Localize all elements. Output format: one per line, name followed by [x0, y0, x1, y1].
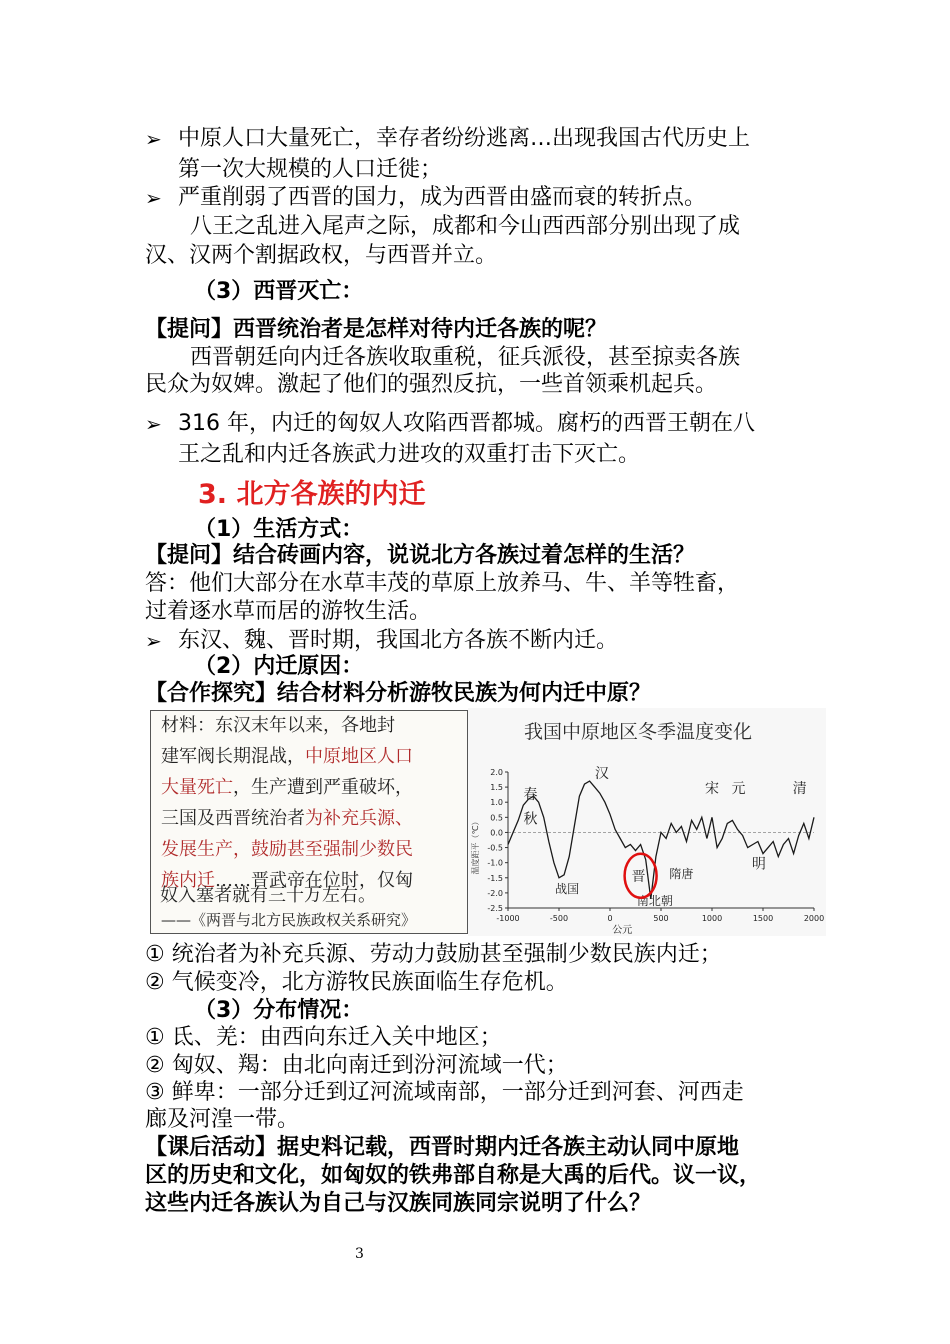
- chart-annotation: 宋: [705, 781, 719, 798]
- bullet-marker: ➢: [145, 127, 162, 151]
- bullet-text: 严重削弱了西晋的国力，成为西晋由盛而衰的转折点。: [178, 185, 707, 210]
- chart-x-tick-label: 500: [653, 914, 669, 923]
- chart-title: 我国中原地区冬季温度变化: [523, 721, 753, 743]
- chart-annotation: 清: [792, 781, 807, 798]
- chart-annotation: 战国: [555, 881, 580, 896]
- chart-annotation: 汉: [594, 766, 609, 783]
- chart-annotation: 秋: [523, 811, 538, 828]
- chart-y-tick-label: 0.5: [490, 813, 503, 823]
- section-title: 3. 北方各族的内迁: [198, 479, 426, 510]
- paragraph: 民众为奴婢。激起了他们的强烈反抗，一些首领乘机起兵。: [145, 372, 718, 397]
- chart-y-tick-label: -2.5: [487, 904, 503, 913]
- chart-annotation: 明: [751, 856, 766, 873]
- activity-text: 这些内迁各族认为自己与汉族同族同宗说明了什么？: [145, 1191, 652, 1216]
- chart-y-tick-label: 1.0: [490, 798, 503, 808]
- question: 【合作探究】结合材料分析游牧民族为何内迁中原？: [145, 681, 652, 706]
- bullet-marker: ➢: [145, 629, 162, 653]
- chart-y-tick-label: -2.0: [487, 888, 503, 898]
- reason-item: ① 统治者为补充兵源、劳动力鼓励甚至强制少数民族内迁；: [145, 942, 722, 967]
- material-line: 奴入塞者就有三十万左右。: [160, 885, 376, 906]
- paragraph: 八王之乱进入尾声之际，成都和今山西西部分别出现了成: [190, 214, 741, 239]
- activity-text: 【课后活动】据史料记载，西晋时期内迁各族主动认同中原地: [145, 1135, 740, 1160]
- chart-annotation: 隋唐: [669, 866, 694, 881]
- chart-y-tick-label: -0.5: [487, 843, 503, 853]
- chart-annotation: 春: [523, 787, 538, 804]
- chart-annotation: 元: [731, 781, 746, 798]
- material-line: 材料：东汉末年以来，各地封: [161, 715, 395, 736]
- paragraph: 汉、汉两个割据政权，与西晋并立。: [145, 243, 498, 268]
- bullet-marker: ➢: [145, 412, 162, 436]
- bullet-text: 316 年，内迁的匈奴人攻陷西晋都城。腐朽的西晋王朝在八: [178, 411, 755, 436]
- activity-text: 区的历史和文化，如匈奴的铁弗部自称是大禹的后代。议一议，: [145, 1163, 762, 1188]
- chart-x-tick-label: -1000: [496, 914, 520, 923]
- bullet-marker: ➢: [145, 186, 162, 210]
- chart-y-tick-label: 1.5: [490, 783, 503, 793]
- chart-y-tick-label: -1.5: [487, 873, 503, 883]
- chart-annotation: 南北朝: [636, 893, 673, 908]
- material-source: ——《两晋与北方民族政权关系研究》: [161, 911, 417, 929]
- paragraph: 西晋朝廷向内迁各族收取重税，征兵派役，甚至掠卖各族: [190, 345, 741, 370]
- chart-x-tick-label: 2000: [803, 914, 825, 923]
- chart-x-tick-label: -500: [549, 914, 569, 923]
- chart-x-axis-label: 公元: [612, 925, 633, 936]
- chart-y-axis-label: 温度距平（℃）: [471, 817, 480, 875]
- bullet-text-cont: 第一次大规模的人口迁徙；: [178, 157, 443, 182]
- temperature-chart: [468, 708, 826, 936]
- figure: [146, 708, 826, 936]
- material-line: 发展生产，鼓励甚至强制少数民: [161, 839, 413, 860]
- subheading: （1）生活方式：: [194, 517, 364, 542]
- chart-annotation: 晋: [631, 868, 646, 885]
- material-line: 三国及西晋统治者为补充兵源、: [161, 808, 413, 829]
- distribution-item: ② 匈奴、羯：由北向南迁到汾河流域一代；: [145, 1053, 568, 1078]
- material-line: 大量死亡，生产遭到严重破坏，: [161, 777, 413, 798]
- question: 【提问】西晋统治者是怎样对待内迁各族的呢？: [145, 317, 608, 342]
- chart-x-tick-label: 1000: [701, 914, 723, 923]
- bullet-text-cont: 王之乱和内迁各族武力进攻的双重打击下灭亡。: [178, 442, 641, 467]
- chart-x-tick-label: 0: [607, 914, 613, 923]
- distribution-item: ① 氐、羌：由西向东迁入关中地区；: [145, 1025, 502, 1050]
- answer: 答：他们大部分在水草丰茂的草原上放养马、牛、羊等牲畜，: [145, 571, 740, 596]
- subheading: （3）分布情况：: [194, 998, 364, 1023]
- distribution-item-cont: 廊及河湟一带。: [145, 1107, 300, 1132]
- subheading: （3）西晋灭亡：: [194, 279, 364, 304]
- subheading: （2）内迁原因：: [194, 654, 364, 679]
- material-line: 族内迁……晋武帝在位时，仅匈: [161, 870, 413, 891]
- answer: 过着逐水草而居的游牧生活。: [145, 599, 432, 624]
- distribution-item: ③ 鲜卑：一部分迁到辽河流域南部，一部分迁到河套、河西走: [145, 1080, 744, 1105]
- chart-x-tick-label: 1500: [752, 914, 774, 923]
- bullet-text: 中原人口大量死亡，幸存者纷纷逃离…出现我国古代历史上: [178, 126, 751, 151]
- bullet-text: 东汉、魏、晋时期，我国北方各族不断内迁。: [178, 628, 619, 653]
- chart-y-tick-label: 0.0: [490, 828, 503, 838]
- chart-y-tick-label: 2.0: [490, 768, 503, 777]
- page-number: 3: [355, 1246, 364, 1262]
- question: 【提问】结合砖画内容，说说北方各族过着怎样的生活？: [145, 543, 696, 568]
- reason-item: ② 气候变冷，北方游牧民族面临生存危机。: [145, 970, 568, 995]
- chart-y-tick-label: -1.0: [487, 858, 503, 868]
- material-line: 建军阀长期混战，中原地区人口: [161, 746, 413, 767]
